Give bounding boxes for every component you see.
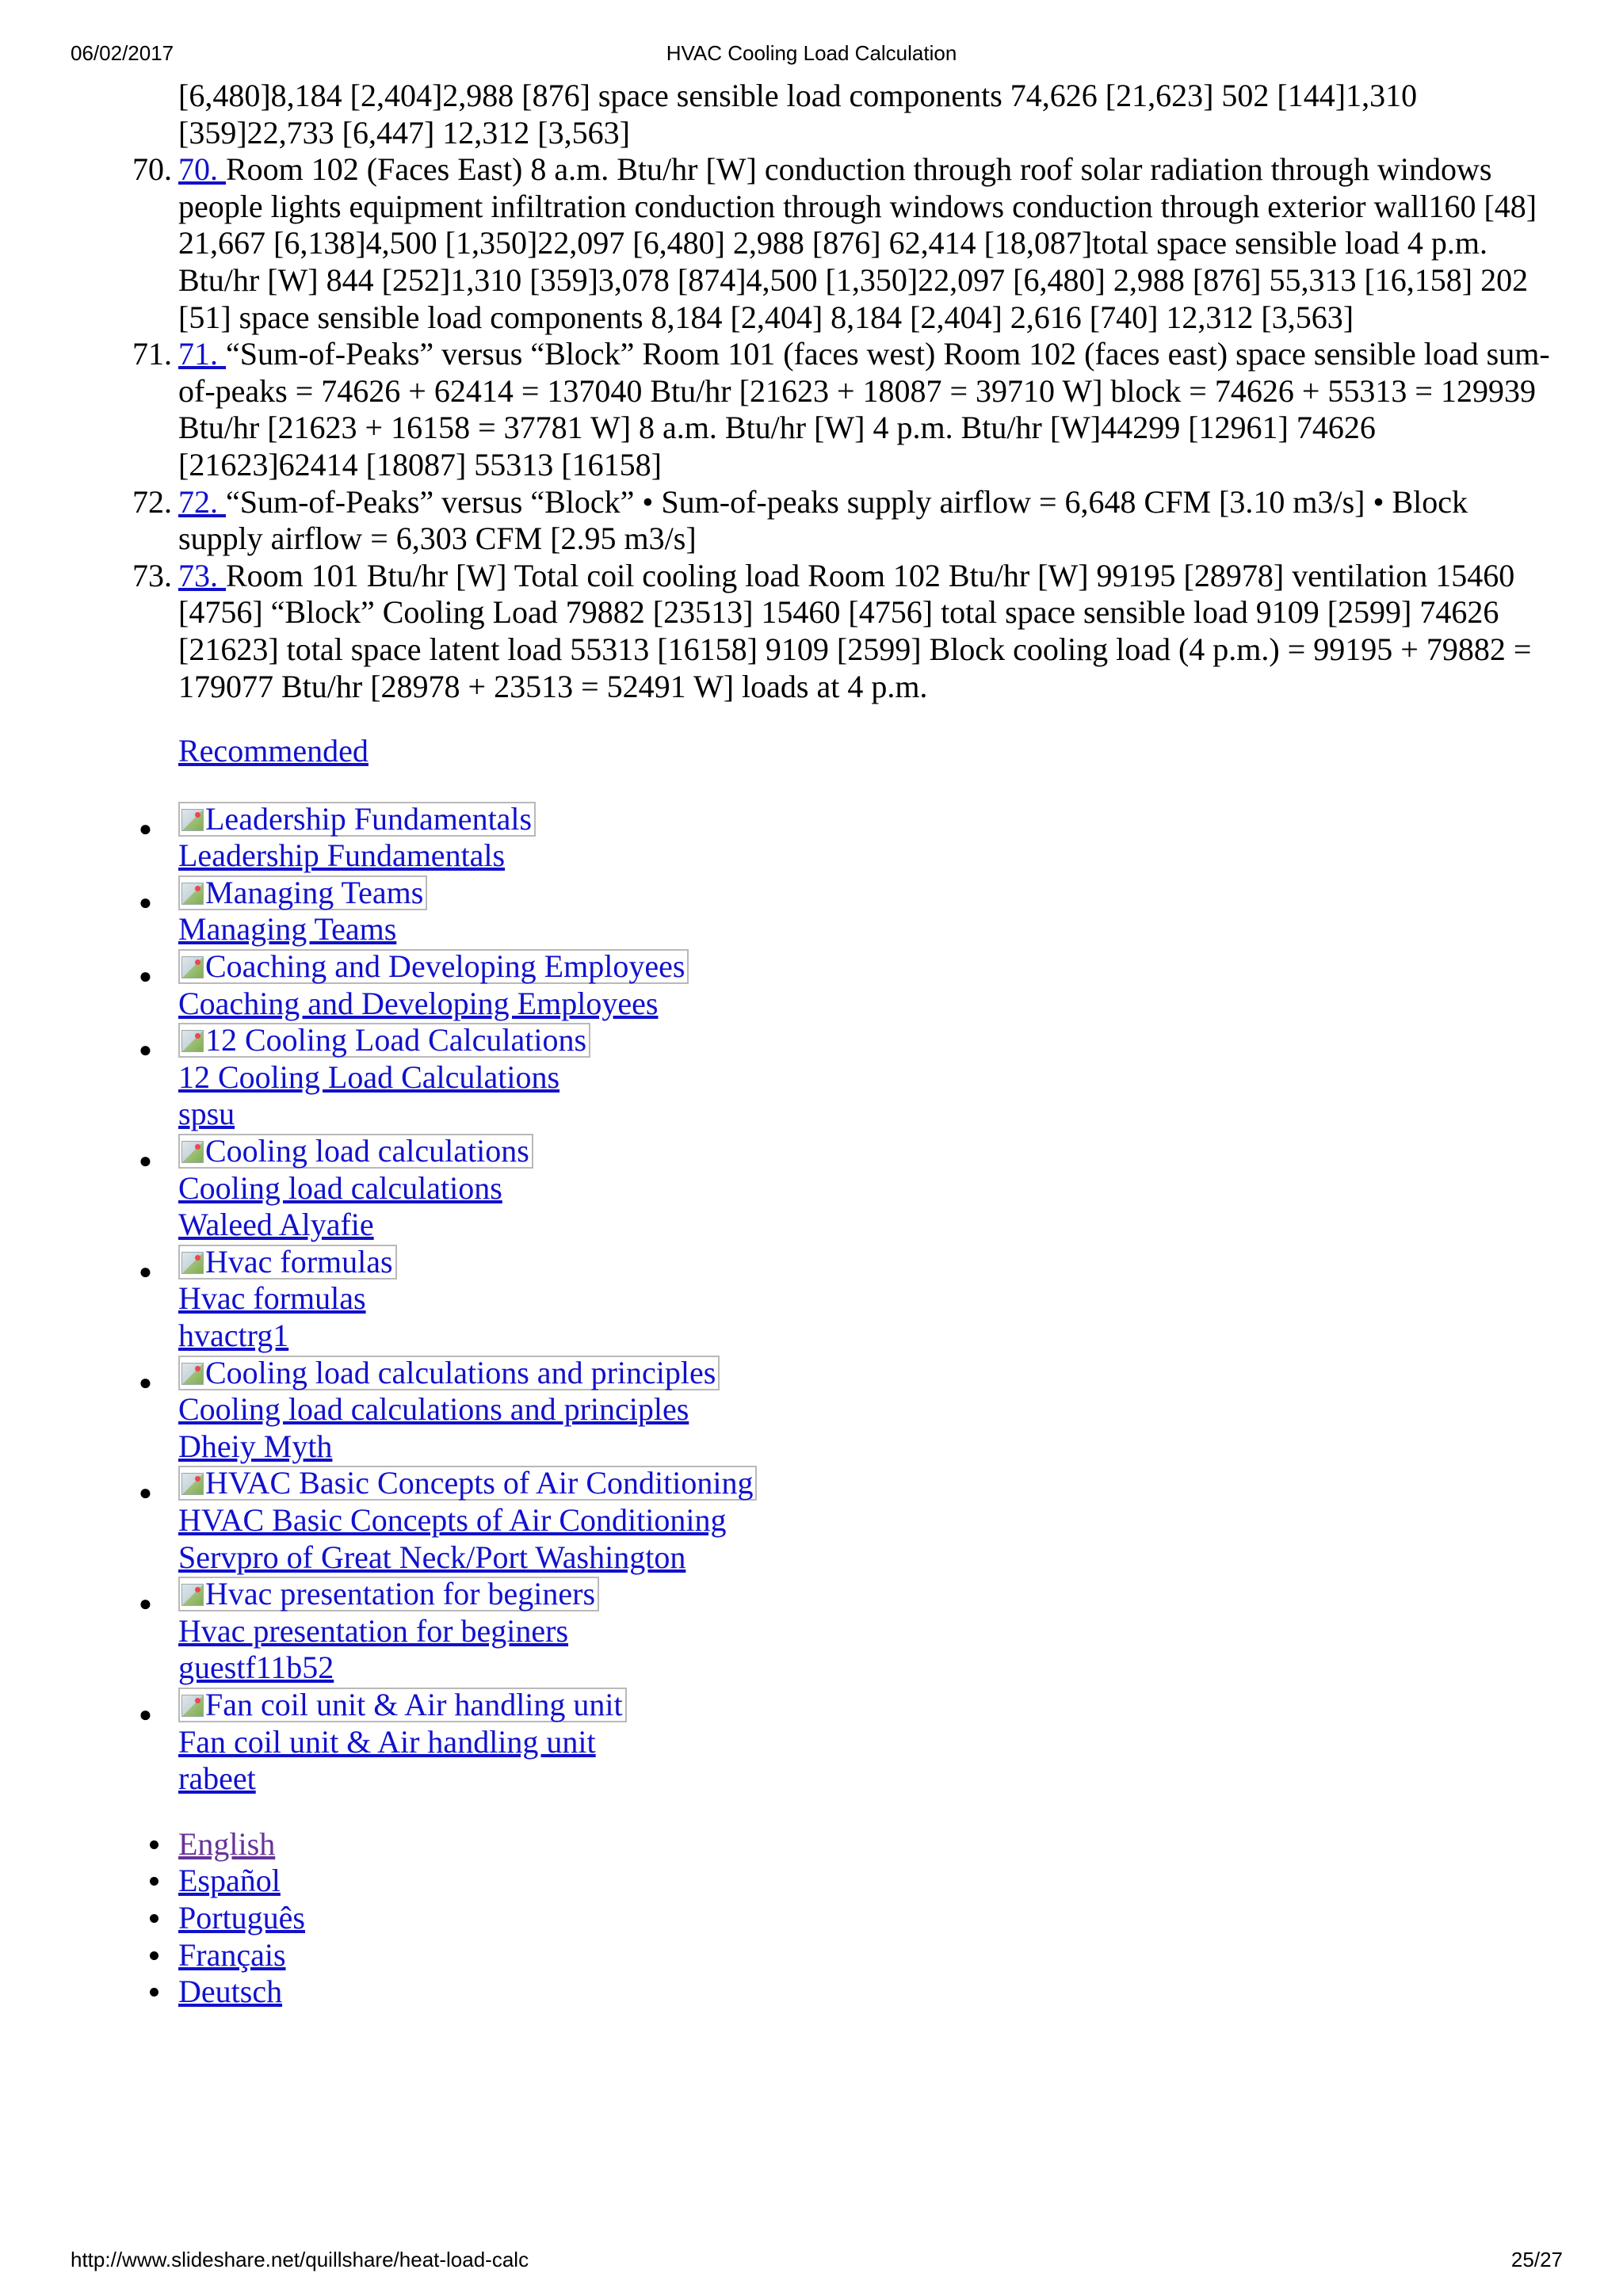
broken-image-thumbnail[interactable] bbox=[178, 1688, 627, 1722]
print-date: 06/02/2017 bbox=[71, 41, 174, 65]
bullet-icon bbox=[150, 1840, 158, 1849]
bullet-icon: ● bbox=[139, 1481, 152, 1506]
recommended-title-link[interactable]: 12 Cooling Load Calculations bbox=[178, 1058, 560, 1095]
bullet-icon: ● bbox=[139, 816, 152, 841]
broken-image-icon bbox=[181, 809, 204, 831]
item-number: 73. bbox=[132, 557, 172, 593]
item-text: “Sum-of-Peaks” versus “Block” Room 101 (faces west) Room 102 (faces east) space sensible load sum-of-peaks = 74626 + 62414 = 137040 Btu/hr [21623 + 18087 = 39710 W] block = 74626 + 55313 = 129939 Btu/hr [21623 + 16158 = 37781 W] 8 a.m. Btu/hr [W] 4 p.m. Btu/hr [W]44299 [12961] 74626 [21623]62414 [18087] 55313 [16158] bbox=[178, 336, 1550, 482]
recommended-author-link[interactable]: spsu bbox=[178, 1096, 235, 1132]
image-alt-text: Cooling load calculations bbox=[205, 1133, 529, 1169]
recommended-author-link[interactable]: Dheiy Myth bbox=[178, 1428, 333, 1464]
recommended-author-link[interactable]: rabeet bbox=[178, 1760, 256, 1797]
recommended-item bbox=[139, 1133, 1557, 1244]
item-text: Room 101 Btu/hr [W] Total coil cooling load Room 102 Btu/hr [W] 99195 [28978] ventilation 15460 [4756] “Block” Cooling Load 79882 [23513] 15460 [4756] total space sensible load 9109 [2599] 74626 [21623] total space latent load 55313 [16158] 9109 [2599] Block cooling load (4 p.m.) = 99195 + 79882 = 179077 Btu/hr [28978 + 23513 = 52491 W] loads at 4 p.m. bbox=[178, 557, 1532, 704]
broken-image-thumbnail[interactable] bbox=[178, 949, 689, 984]
item-text: “Sum-of-Peaks” versus “Block” • Sum-of-peaks supply airflow = 6,648 CFM [3.10 m3/s] • Block supply airflow = 6,303 CFM [2.95 m3/s] bbox=[178, 483, 1468, 557]
list-item-73 bbox=[132, 557, 1557, 705]
recommended-author-link[interactable]: hvactrg1 bbox=[178, 1318, 289, 1353]
recommended-item bbox=[139, 1576, 1557, 1687]
broken-image-thumbnail[interactable] bbox=[178, 875, 427, 910]
recommended-title-link[interactable]: Cooling load calculations and principles bbox=[178, 1391, 689, 1428]
slide-link-72[interactable]: 72. bbox=[178, 483, 226, 520]
broken-image-thumbnail[interactable] bbox=[178, 1356, 720, 1390]
bullet-icon: ● bbox=[139, 1038, 152, 1063]
recommended-item bbox=[139, 948, 1557, 1022]
image-alt-text: Cooling load calculations and principles bbox=[205, 1354, 716, 1390]
language-item bbox=[178, 1974, 1557, 2011]
bullet-icon bbox=[150, 1914, 158, 1923]
recommended-title-link[interactable]: Fan coil unit & Air handling unit bbox=[178, 1723, 596, 1760]
bullet-icon: ● bbox=[139, 1702, 152, 1727]
bullet-icon: ● bbox=[139, 890, 152, 915]
bullet-icon: ● bbox=[139, 1370, 152, 1395]
recommended-list bbox=[139, 800, 1557, 1798]
document-content bbox=[132, 78, 1557, 2011]
broken-image-icon bbox=[181, 883, 204, 905]
recommended-author-link[interactable]: Waleed Alyafie bbox=[178, 1207, 374, 1243]
print-url: http://www.slideshare.net/quillshare/heat-load-calc bbox=[71, 2248, 529, 2271]
broken-image-thumbnail[interactable] bbox=[178, 1466, 757, 1501]
item-number: 70. bbox=[132, 151, 172, 188]
broken-image-icon bbox=[181, 956, 204, 978]
language-link-deutsch[interactable]: Deutsch bbox=[178, 1974, 283, 2010]
broken-image-icon bbox=[181, 1141, 204, 1163]
page-counter: 25/27 bbox=[1510, 2248, 1563, 2271]
list-item-70 bbox=[132, 151, 1557, 336]
bullet-icon: ● bbox=[139, 964, 152, 990]
recommended-item bbox=[139, 800, 1557, 875]
slide-link-70[interactable]: 70. bbox=[178, 151, 226, 188]
recommended-author-link[interactable]: guestf11b52 bbox=[178, 1650, 334, 1686]
recommended-title-link[interactable]: Cooling load calculations bbox=[178, 1169, 502, 1206]
language-link-espanol[interactable]: Español bbox=[178, 1863, 281, 1899]
image-alt-text: Hvac formulas bbox=[205, 1243, 393, 1280]
language-link-portugues[interactable]: Português bbox=[178, 1899, 305, 1936]
recommended-item bbox=[139, 1686, 1557, 1798]
item-number: 71. bbox=[132, 336, 172, 372]
recommended-title-link[interactable]: Hvac formulas bbox=[178, 1280, 366, 1317]
continuation-text: [6,480]8,184 [2,404]2,988 [876] space sensible load components 74,626 [21,623] 502 [144]1,310 [359]22,733 [6,447] 12,312 [3,563] bbox=[178, 78, 1418, 151]
bullet-icon bbox=[150, 1988, 158, 1997]
language-link-english[interactable]: English bbox=[178, 1825, 276, 1862]
recommended-item bbox=[139, 1243, 1557, 1355]
recommended-author-link[interactable]: Servpro of Great Neck/Port Washington bbox=[178, 1539, 686, 1575]
recommended-item bbox=[139, 1465, 1557, 1576]
image-alt-text: HVAC Basic Concepts of Air Conditioning bbox=[205, 1465, 754, 1501]
list-item-72 bbox=[132, 483, 1557, 558]
broken-image-thumbnail[interactable] bbox=[178, 1245, 397, 1280]
slide-link-71[interactable]: 71. bbox=[178, 336, 226, 372]
item-number: 72. bbox=[132, 483, 172, 520]
broken-image-thumbnail[interactable] bbox=[178, 802, 536, 837]
recommended-title-link[interactable]: HVAC Basic Concepts of Air Conditioning bbox=[178, 1501, 727, 1538]
recommended-link[interactable]: Recommended bbox=[178, 733, 369, 769]
slide-link-73[interactable]: 73. bbox=[178, 557, 226, 593]
bullet-icon bbox=[150, 1877, 158, 1886]
item-text: Room 102 (Faces East) 8 a.m. Btu/hr [W] conduction through roof solar radiation through windows people lights equipment infiltration conduction through windows conduction through exterior wall160 [48] 21,667 [6,138]4,500 [1,350]22,097 [6,480] 2,988 [876] 62,414 [18,087]total space sensible load 4 p.m. Btu/hr [W] 844 [252]1,310 [359]3,078 [874]4,500 [1,350]22,097 [6,480] 2,988 [876] 55,313 [16,158] 202 [51] space sensible load components 8,184 [2,404] 8,184 [2,404] 2,616 [740] 12,312 [3,563] bbox=[178, 151, 1537, 335]
image-alt-text: Hvac presentation for beginers bbox=[205, 1576, 596, 1612]
broken-image-icon bbox=[181, 1363, 204, 1385]
bullet-icon bbox=[150, 1951, 158, 1960]
recommended-item bbox=[139, 1354, 1557, 1466]
recommended-title-link[interactable]: Hvac presentation for beginers bbox=[178, 1612, 569, 1649]
language-item bbox=[178, 1900, 1557, 1937]
list-item-71 bbox=[132, 336, 1557, 483]
image-alt-text: Coaching and Developing Employees bbox=[205, 948, 685, 985]
broken-image-icon bbox=[181, 1252, 204, 1274]
bullet-icon: ● bbox=[139, 1259, 152, 1284]
recommended-item bbox=[139, 1022, 1557, 1133]
image-alt-text: 12 Cooling Load Calculations bbox=[205, 1022, 587, 1058]
broken-image-icon bbox=[181, 1584, 204, 1606]
broken-image-thumbnail[interactable] bbox=[178, 1023, 590, 1058]
language-item bbox=[178, 1937, 1557, 1974]
image-alt-text: Leadership Fundamentals bbox=[205, 800, 533, 837]
broken-image-icon bbox=[181, 1695, 204, 1717]
recommended-title-link[interactable]: Coaching and Developing Employees bbox=[178, 985, 659, 1021]
image-alt-text: Fan coil unit & Air handling unit bbox=[205, 1686, 623, 1722]
language-item bbox=[178, 1826, 1557, 1863]
broken-image-thumbnail[interactable] bbox=[178, 1577, 599, 1611]
image-alt-text: Managing Teams bbox=[205, 874, 424, 910]
recommended-item bbox=[139, 874, 1557, 948]
broken-image-icon bbox=[181, 1473, 204, 1495]
bullet-icon: ● bbox=[139, 1149, 152, 1174]
recommended-title-link[interactable]: Managing Teams bbox=[178, 911, 397, 948]
broken-image-thumbnail[interactable] bbox=[178, 1134, 533, 1169]
broken-image-icon bbox=[181, 1030, 204, 1052]
recommended-title-link[interactable]: Leadership Fundamentals bbox=[178, 837, 506, 874]
bullet-icon: ● bbox=[139, 1592, 152, 1617]
print-title: HVAC Cooling Load Calculation bbox=[666, 41, 957, 65]
language-link-francais[interactable]: Français bbox=[178, 1936, 286, 1973]
language-list bbox=[178, 1826, 1557, 2011]
language-item bbox=[178, 1863, 1557, 1900]
